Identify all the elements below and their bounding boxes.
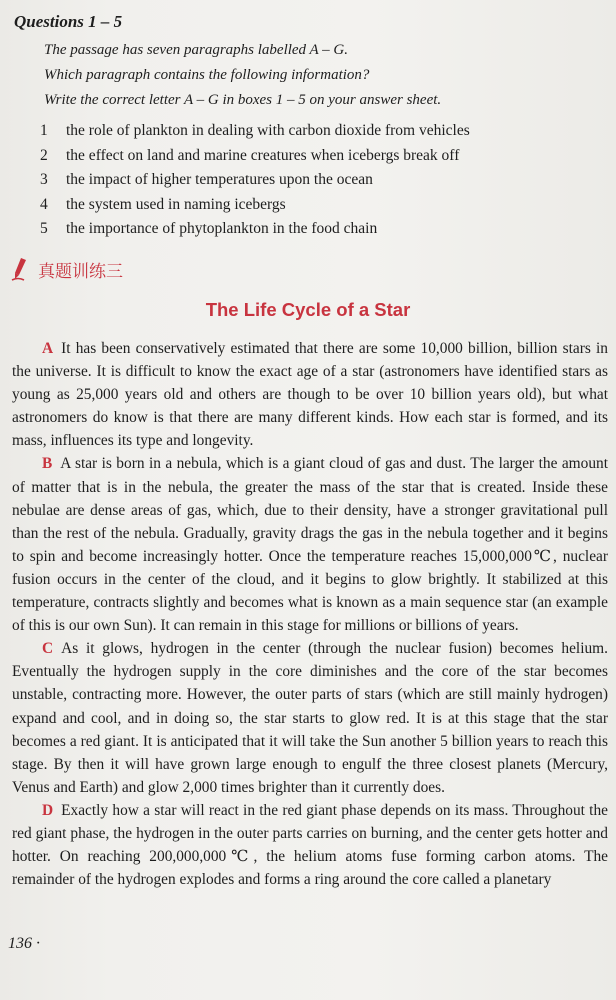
question-item (40, 196, 470, 221)
paragraph-text: A star is born in a nebula, which is a giant cloud of gas and dust. The larger the amount of matter that is in the nebula, the greater the mass of the star that is created. Inside these nebulae are dense areas of gas, which, due to their density, have a stronger gravitational pull than the rest of the nebula. Gradually, gravity drags the gas in the nebula together and it begins to spin and become increasingly hotter. Once the temperature reaches 15,000,000℃, nuclear fusion occurs in the center of the cloud, and it begins to glow brightly. It stabilized at this temperature, contracts slightly and becomes what is known as a main sequence star (an example of this is our own Sun). It can remain in this stage for millions or billions of years. (12, 455, 608, 635)
question-item (40, 147, 470, 172)
question-list (40, 122, 470, 245)
question-number: 5 (40, 220, 48, 238)
paragraph-letter: A (42, 340, 54, 357)
paragraph-text: As it glows, hydrogen in the center (through the nuclear fusion) becomes helium. Eventually the hydrogen supply in the core diminishes and the core of the star becomes unstable, contracting more. However, the outer parts of stars (which are still mainly hydrogen) expand and cool, and in doing so, the star starts to glow red. It is at this stage that the star becomes a red giant. It is anticipated that it will take the Sun another 5 billion years to reach this stage. By then it will have grown large enough to engulf the three closest planets (Mercury, Venus and Earth) and glow 2,000 times brighter than it currently does. (12, 640, 608, 796)
section-header (10, 256, 123, 282)
paragraph-text: Exactly how a star will react in the red giant phase depends on its mass. Throughout the red giant phase, the hydrogen in the outer parts carries on burning, and the center gets hotter and hotter. On reaching 200,000,000℃, the helium atoms fuse forming carbon atoms. The remainder of the hydrogen explodes and forms a ring around the core called a planetary (12, 801, 608, 889)
paragraph-text: It has been conservatively estimated that there are some 10,000 billion, billion stars in the universe. It is difficult to know the exact age of a star (astronomers have identified stars as young as 25,000 years old and others are though to be over 10 billion years old), but what astronomers do know is that there are many different kinds. How each star is formed, and its mass, influences its type and longevity. (12, 340, 608, 450)
instruction-line-2: Which paragraph contains the following information? (44, 67, 370, 83)
paragraph-d (12, 799, 608, 891)
article-title: The Life Cycle of a Star (205, 299, 411, 320)
question-text: the importance of phytoplankton in the food chain (66, 220, 378, 238)
question-number: 2 (40, 146, 48, 164)
questions-heading: Questions 1 – 5 (14, 12, 123, 31)
article-body (12, 337, 608, 891)
paragraph-letter: B (42, 455, 53, 473)
question-item (40, 122, 470, 147)
question-text: the role of plankton in dealing with carbon dioxide from vehicles (66, 122, 470, 139)
paragraph-b (12, 452, 608, 637)
question-number: 3 (40, 171, 48, 189)
page-number: 136 · (8, 935, 40, 952)
question-number: 1 (40, 122, 48, 139)
pen-icon (10, 256, 32, 282)
instruction-line-3: Write the correct letter A – G in boxes 1 – 5 on your answer sheet. (44, 92, 442, 108)
section-label: 真题训练三 (38, 261, 123, 282)
question-text: the impact of higher temperatures upon the ocean (66, 171, 373, 189)
question-number: 4 (40, 195, 48, 213)
paragraph-a (12, 337, 608, 452)
instruction-line-1: The passage has seven paragraphs labelled A – G. (44, 42, 349, 58)
paragraph-letter: C (42, 640, 54, 658)
question-text: the system used in naming icebergs (66, 195, 286, 213)
paragraph-letter: D (42, 801, 54, 819)
paragraph-c (12, 637, 608, 799)
question-item (40, 171, 470, 196)
question-item (40, 220, 470, 245)
question-text: the effect on land and marine creatures when icebergs break off (66, 146, 460, 164)
